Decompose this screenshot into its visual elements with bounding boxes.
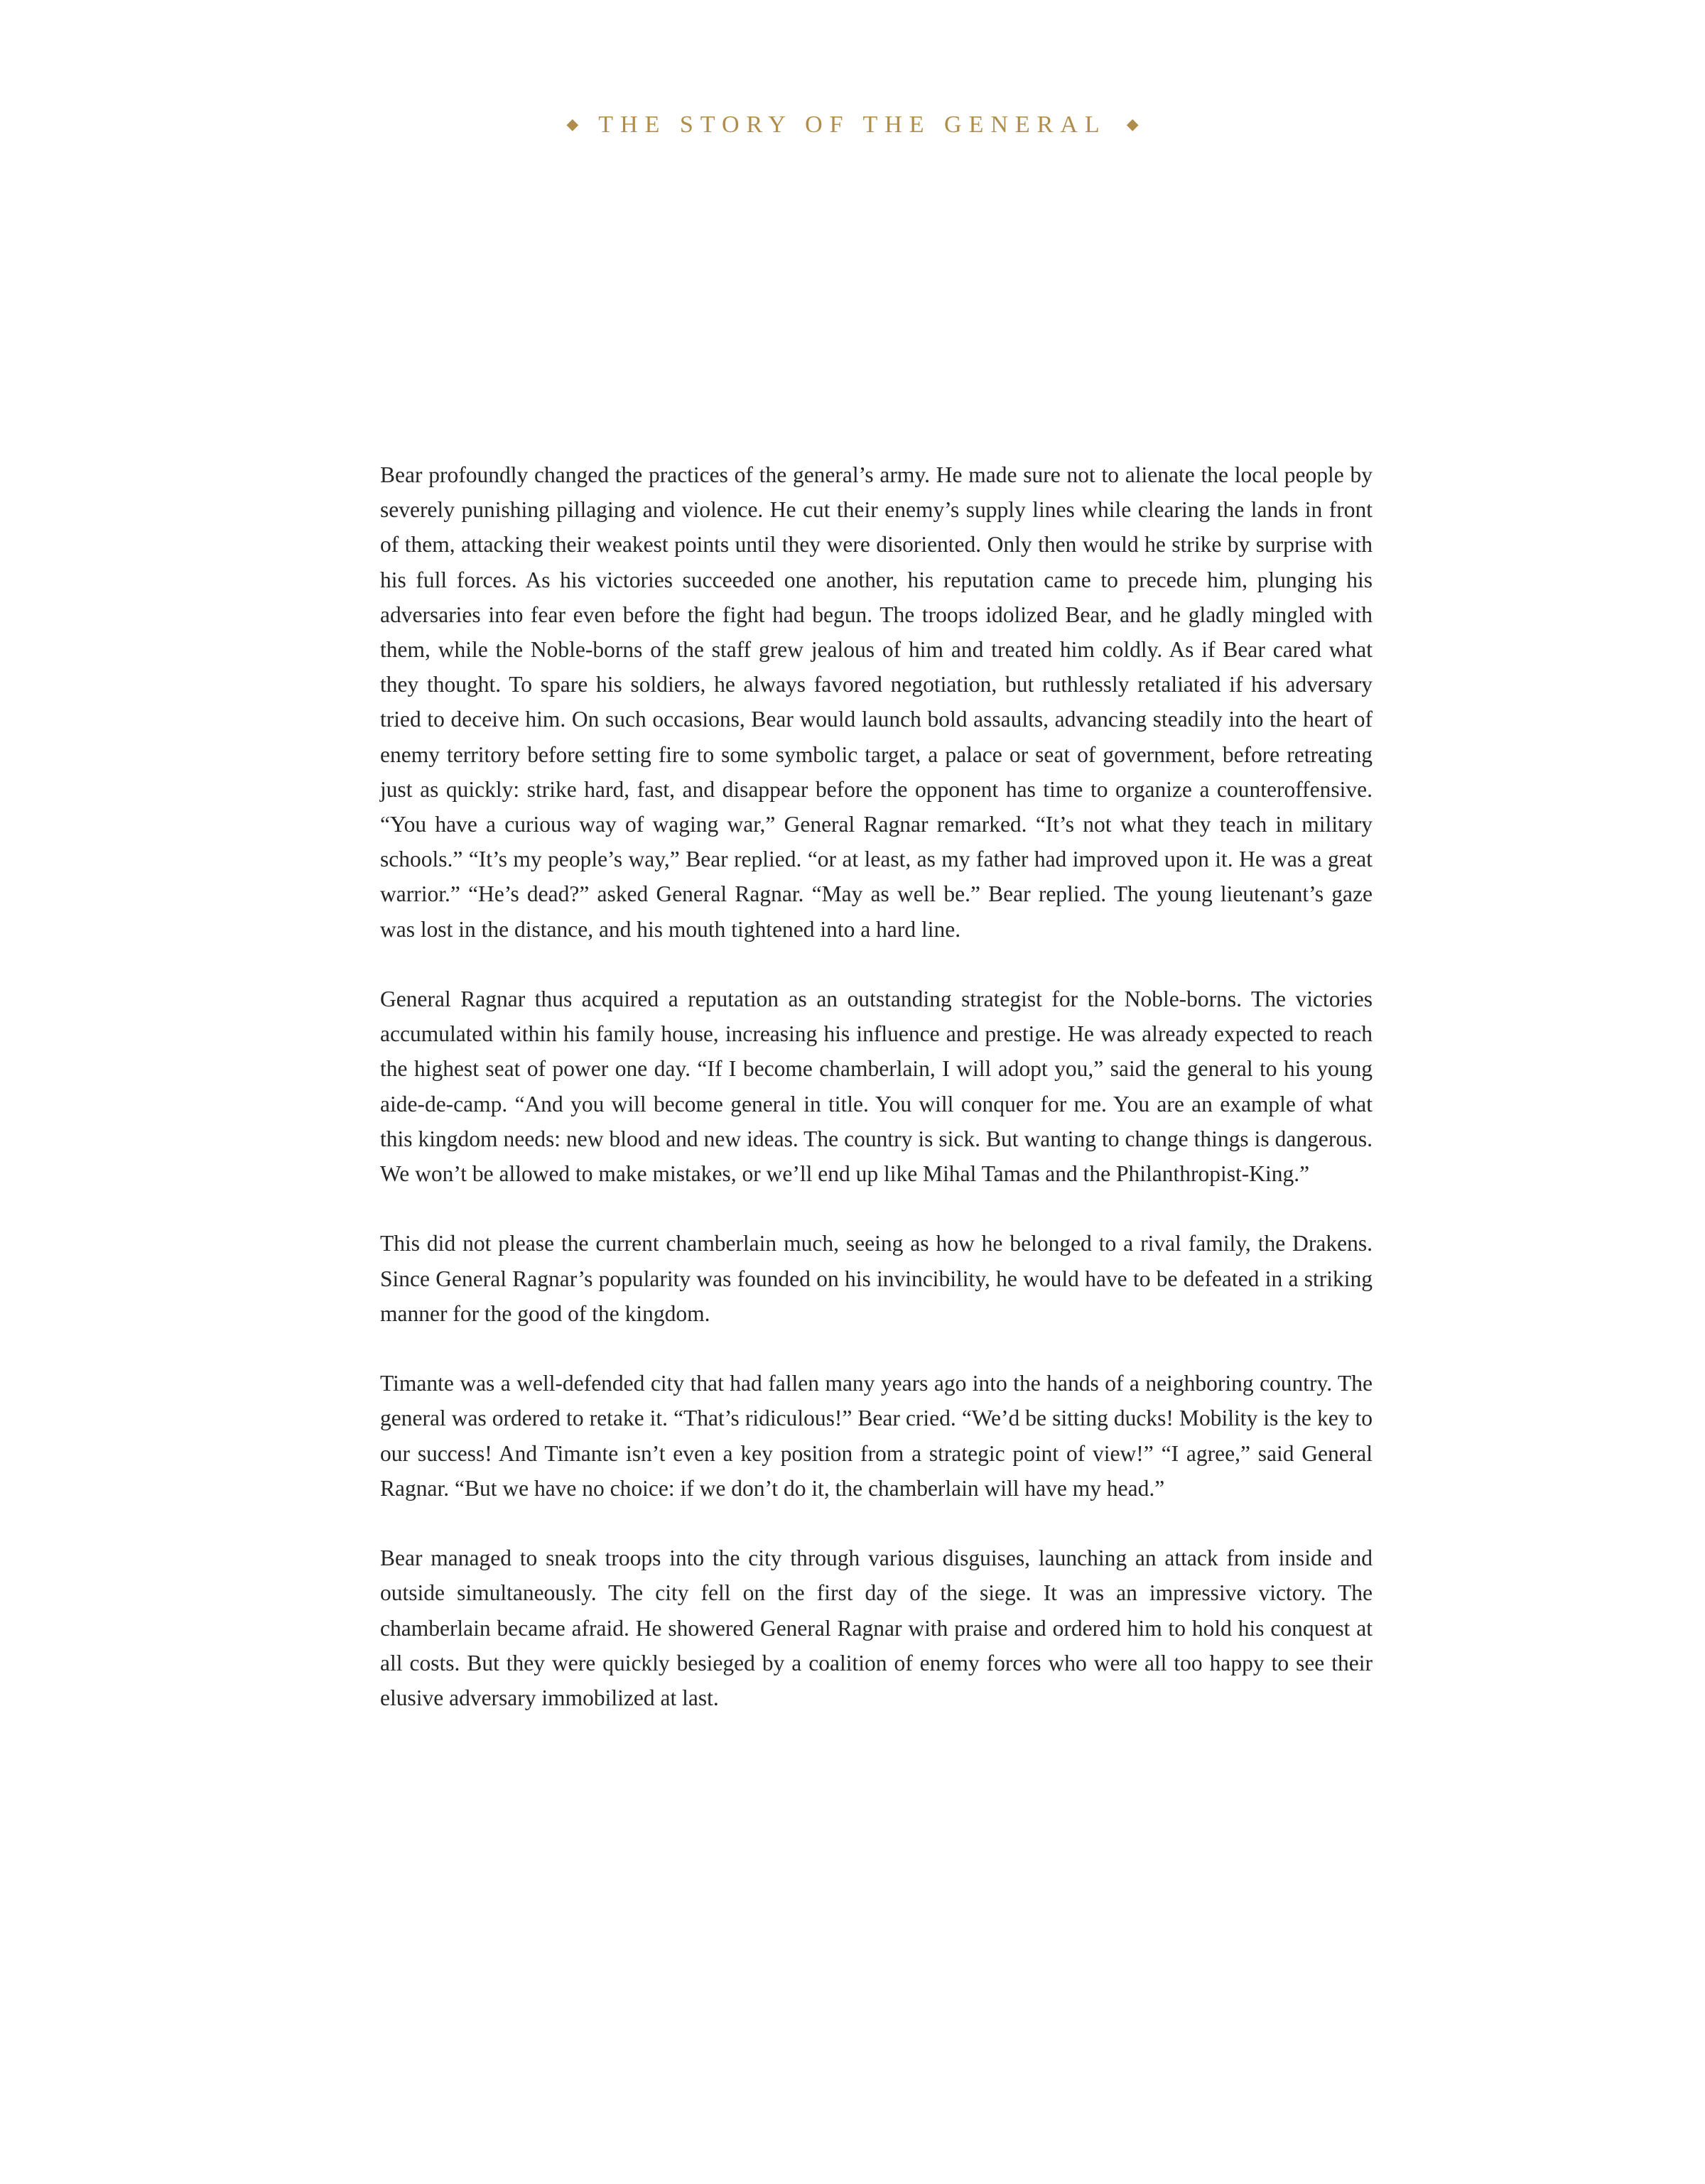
- running-header: [0, 108, 1705, 141]
- paragraph-5: Bear managed to sneak troops into the city through various disguises, launching an attack from inside and outside simultaneously. The city fell on the first day of the siege. It was an impressive victory. The chamberlain became afraid. He showered General Ragnar with praise and ordered him to hold his conquest at all costs. But they were quickly besieged by a coalition of enemy forces who were all too happy to see their elusive adversary immobilized at last.: [380, 1545, 1373, 1711]
- paragraph-1: Bear profoundly changed the practices of the general’s army. He made sure not to alienate the local people by severely punishing pillaging and violence. He cut their enemy’s supply lines while clearing the lands in front of them, attacking their weakest points until they were disoriented. Only then would he strike by surprise with his full forces. As his victories succeeded one another, his reputation came to precede him, plunging his adversaries into fear even before the fight had begun. The troops idolized Bear, and he gladly mingled with them, while the Noble-borns of the staff grew jealous of him and treated him coldly. As if Bear cared what they thought. To spare his soldiers, he always favored negotiation, but ruthlessly retaliated if his adversary tried to deceive him. On such occasions, Bear would launch bold assaults, advancing steadily into the heart of enemy territory before setting fire to some symbolic target, a palace or seat of government, before retreating just as quickly: strike hard, fast, and disappear before the opponent has time to organize a counteroffensive. “You have a curious way of waging war,” General Ragnar remarked. “It’s not what they teach in military schools.” “It’s my people’s way,” Bear replied. “or at least, as my father had improved upon it. He was a great warrior.” “He’s dead?” asked General Ragnar. “May as well be.” Bear replied. The young lieutenant’s gaze was lost in the distance, and his mouth tightened into a hard line.: [380, 462, 1373, 942]
- paragraph-2: General Ragnar thus acquired a reputation as an outstanding strategist for the Noble-borns. The victories accumulated within his family house, increasing his influence and prestige. He was already expected to reach the highest seat of power one day. “If I become chamberlain, I will adopt you,” said the general to his young aide-de-camp. “And you will become general in title. You will conquer for me. You are an example of what this kingdom needs: new blood and new ideas. The country is sick. But wanting to change things is dangerous. We won’t be allowed to make mistakes, or we’ll end up like Mihal Tamas and the Philanthropist-King.”: [380, 987, 1373, 1187]
- right-diamond-ornament: ◆: [1126, 115, 1139, 133]
- paragraph-4: Timante was a well-defended city that had fallen many years ago into the hands of a neighboring country. The general was ordered to retake it. “That’s ridiculous!” Bear cried. “We’d be sitting ducks! Mobility is the key to our success! And Timante isn’t even a key position from a strategic point of view!” “I agree,” said General Ragnar. “But we have no choice: if we don’t do it, the chamberlain will have my head.”: [380, 1371, 1373, 1501]
- paragraph-3: This did not please the current chamberlain much, seeing as how he belonged to a rival family, the Drakens. Since General Ragnar’s popularity was founded on his invincibility, he would have to be defeated in a striking manner for the good of the kingdom.: [380, 1231, 1373, 1326]
- body-text: [380, 457, 1373, 1715]
- left-diamond-ornament: ◆: [566, 115, 579, 133]
- running-header-title: THE STORY OF THE GENERAL: [598, 112, 1107, 138]
